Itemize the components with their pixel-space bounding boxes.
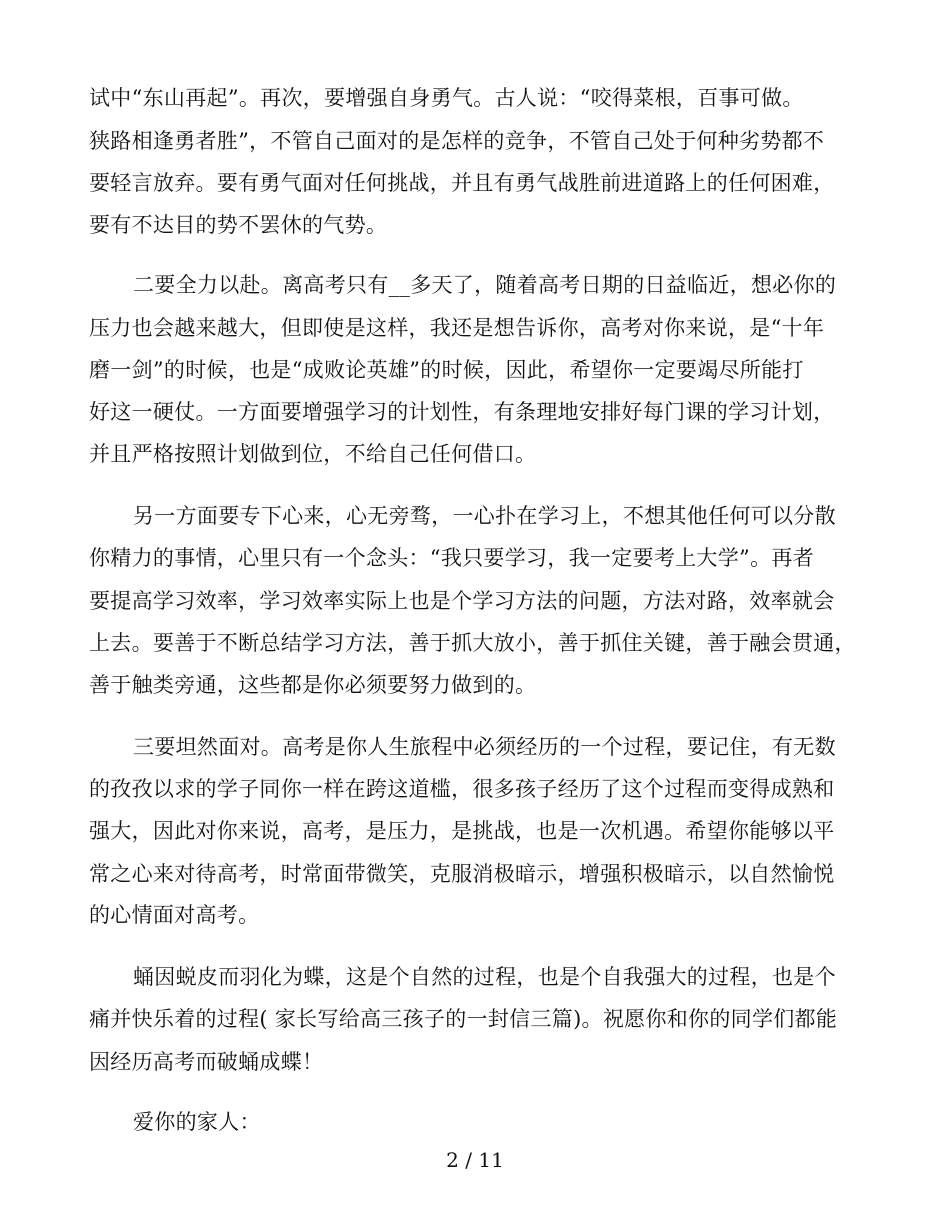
paragraph-2-line-3: 磨一剑”的时候，也是“成败论英雄”的时候，因此，希望你一定要竭尽所能打 (89, 358, 804, 382)
paragraph-3-line-5: 善于触类旁通，这些都是你必须要努力做到的。 (89, 673, 537, 697)
paragraph-1-line-4: 要有不达目的势不罢休的气势。 (89, 213, 388, 237)
paragraph-4-line-5: 的心情面对高考。 (89, 903, 260, 927)
page-number: 2 / 11 (446, 1148, 504, 1172)
paragraph-5-line-2: 痛并快乐着的过程( 家长写给高三孩子的一封信三篇)。祝愿你和你的同学们都能 (89, 1007, 838, 1031)
paragraph-3-line-3: 要提高学习效率，学习效率实际上也是个学习方法的问题，方法对路，效率就会 (89, 589, 835, 613)
paragraph-2-line-1: 二要全力以赴。离高考只有__多天了，随着高考日期的日益临近，想必你的 (133, 273, 837, 297)
paragraph-5-line-1: 蛹因蜕皮而羽化为蝶，这是个自然的过程，也是个自我强大的过程，也是个 (133, 965, 836, 989)
closing-signature: 爱你的家人： (133, 1110, 261, 1134)
paragraph-1-line-1: 试中“东山再起”。再次，要增强自身勇气。古人说：“咬得菜根，百事可做。 (89, 86, 804, 110)
paragraph-1-line-2: 狭路相逢勇者胜”，不管自己面对的是怎样的竞争，不管自己处于何种劣势都不 (89, 129, 825, 153)
paragraph-3-line-1: 另一方面要专下心来，心无旁骛，一心扑在学习上，不想其他任何可以分散 (133, 504, 836, 528)
paragraph-4-line-4: 常之心来对待高考，时常面带微笑，克服消极暗示，增强积极暗示，以自然愉悦 (89, 862, 835, 886)
paragraph-1-line-3: 要轻言放弃。要有勇气面对任何挑战，并且有勇气战胜前进道路上的任何困难， (89, 171, 835, 195)
paragraph-4-line-1: 三要坦然面对。高考是你人生旅程中必须经历的一个过程，要记住，有无数 (133, 735, 836, 759)
paragraph-5-line-3: 因经历高考而破蛹成蝶！ (89, 1050, 324, 1074)
paragraph-2-line-4: 好这一硬仗。一方面要增强学习的计划性，有条理地安排好每门课的学习计划， (89, 400, 835, 424)
paragraph-2-line-5: 并且严格按照计划做到位，不给自己任何借口。 (89, 442, 537, 466)
paragraph-4-line-3: 强大，因此对你来说，高考，是压力，是挑战，也是一次机遇。希望你能够以平 (89, 819, 835, 843)
paragraph-2-line-2: 压力也会越来越大，但即使是这样，我还是想告诉你，高考对你来说，是“十年 (89, 316, 825, 340)
paragraph-4-line-2: 的孜孜以求的学子同你一样在跨这道槛，很多孩子经历了这个过程而变得成熟和 (89, 777, 835, 801)
paragraph-3-line-2: 你精力的事情，心里只有一个念头：“我只要学习，我一定要考上大学”。再者 (89, 546, 814, 570)
paragraph-3-line-4: 上去。要善于不断总结学习方法，善于抓大放小，善于抓住关键，善于融会贯通， (89, 631, 856, 655)
